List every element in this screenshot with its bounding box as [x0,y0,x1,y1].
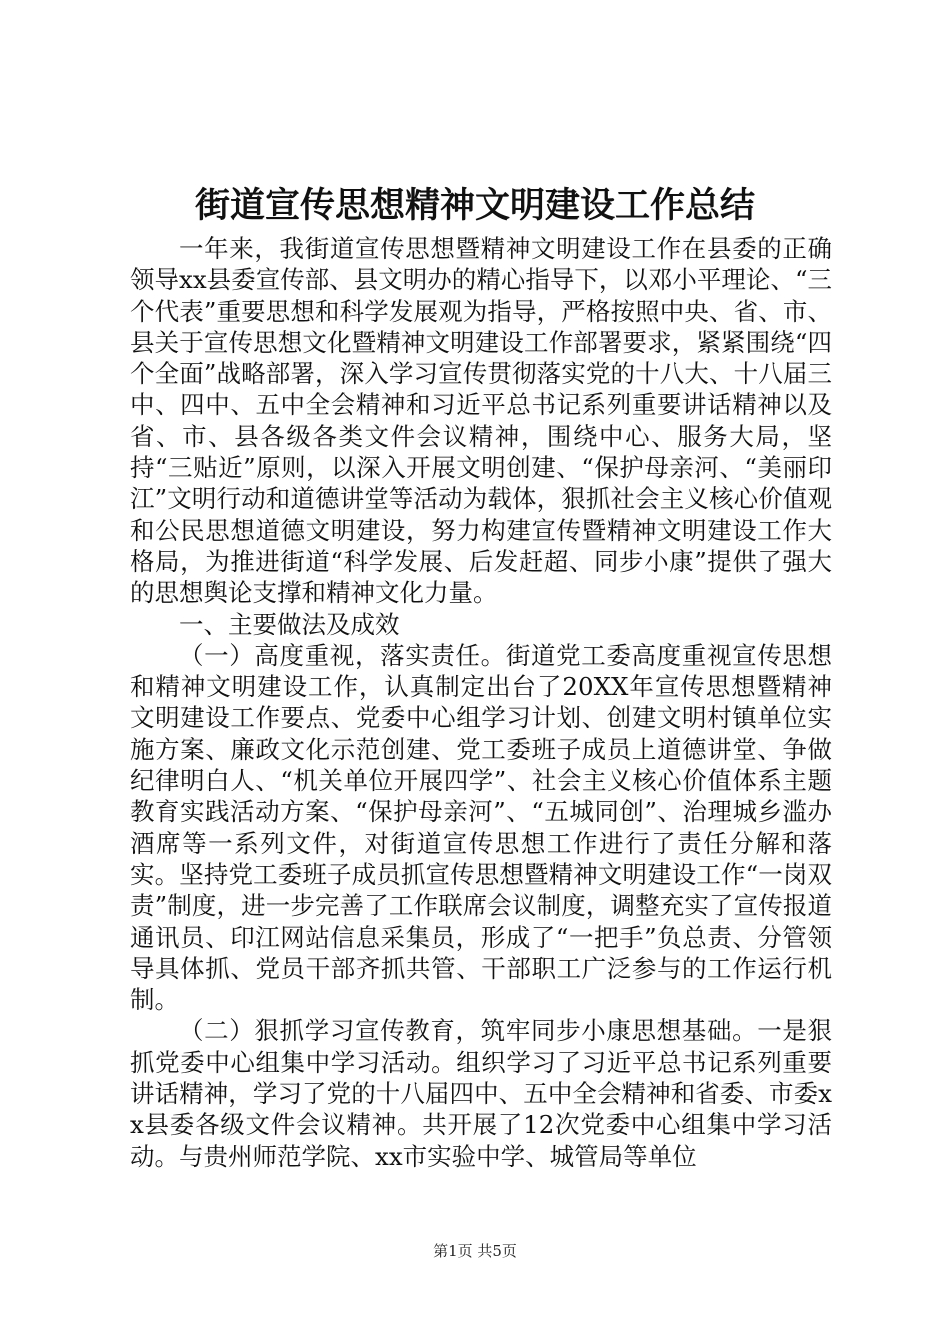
document-title: 街道宣传思想精神文明建设工作总结 [194,185,755,226]
paragraph-section-1: （一）高度重视，落实责任。街道党工委高度重视宣传思想和精神文明建设工作，认真制定出台了20XX年宣传思想暨精神文明建设工作要点、党委中心组学习计划、创建文明村镇单位实施方案、廉政文化示范创建、党工委班子成员上道德讲堂、争做纪律明白人、“机关单位开展四学”、社会主义核心价值体系主题教育实践活动方案、“保护母亲河”、“五城同创”、治理城乡滥办酒席等一系列文件，对街道宣传思想工作进行了责任分解和落实。坚持党工委班子成员抓宣传思想暨精神文明建设工作“一岗双责”制度，进一步完善了工作联席会议制度，调整充实了宣传报道通讯员、印江网站信息采集员，形成了“一把手”负总责、分管领导具体抓、党员干部齐抓共管、干部职工广泛参与的工作运行机制。 [130,640,832,1015]
document-body [130,233,832,1172]
paragraph-section-2: （二）狠抓学习宣传教育，筑牢同步小康思想基础。一是狠抓党委中心组集中学习活动。组织学习了习近平总书记系列重要讲话精神，学习了党的十八届四中、五中全会精神和省委、市委xx县委各级文件会议精神。共开展了12次党委中心组集中学习活动。与贵州师范学院、xx市实验中学、城管局等单位 [130,1016,832,1171]
page-number-footer: 第1页 共5页 [433,1242,517,1260]
section-heading: 一、主要做法及成效 [179,609,400,639]
paragraph-intro: 一年来，我街道宣传思想暨精神文明建设工作在县委的正确领导xx县委宣传部、县文明办的精心指导下，以邓小平理论、“三个代表”重要思想和科学发展观为指导，严格按照中央、省、市、县关于宣传思想文化暨精神文明建设工作部署要求，紧紧围绕“四个全面”战略部署，深入学习宣传贯彻落实党的十八大、十八届三中、四中、五中全会精神和习近平总书记系列重要讲话精神以及省、市、县各级各类文件会议精神，围绕中心、服务大局，坚持“三贴近”原则，以深入开展文明创建、“保护母亲河、“美丽印江”文明行动和道德讲堂等活动为载体，狠抓社会主义核心价值观和公民思想道德文明建设，努力构建宣传暨精神文明建设工作大格局，为推进街道“科学发展、后发赶超、同步小康”提供了强大的思想舆论支撑和精神文化力量。 [130,234,832,608]
